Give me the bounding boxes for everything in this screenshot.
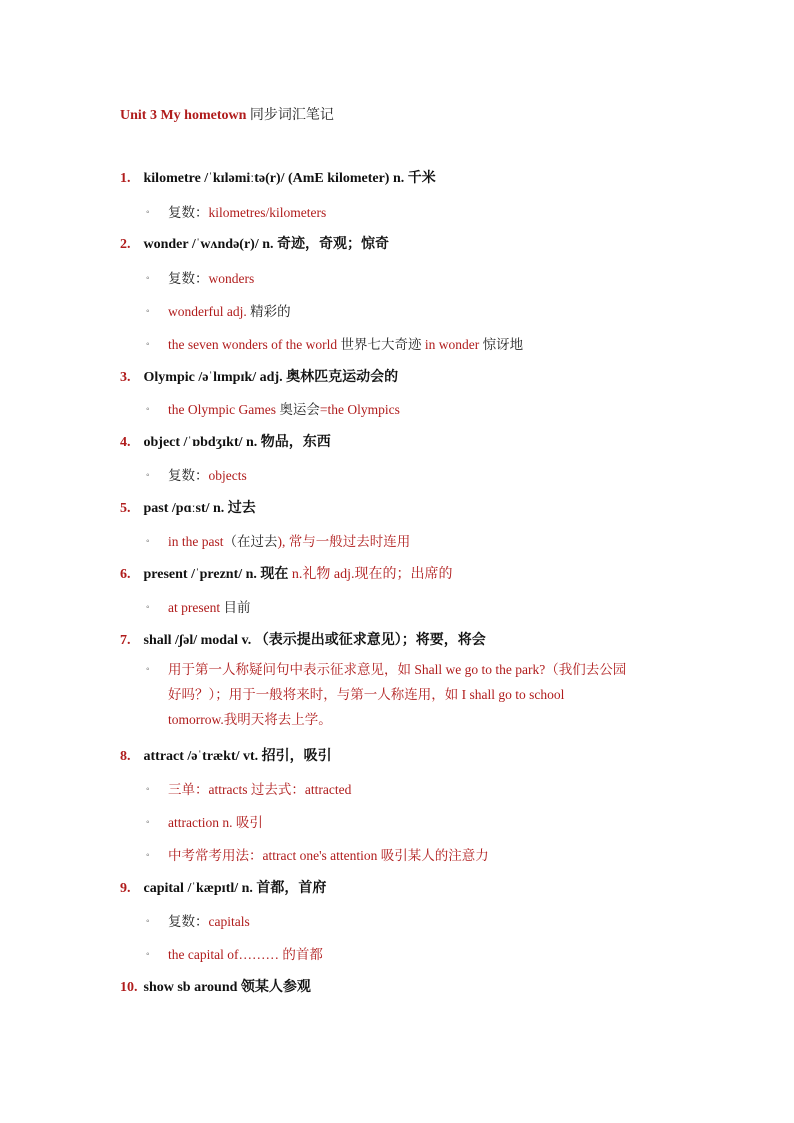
entry-headword: wonder /ˈwʌndə(r)/ n. 奇迹，奇观；惊奇 [143, 237, 390, 252]
entry-number: 3. [120, 370, 131, 385]
entry-number: 6. [120, 567, 131, 582]
entry-headword: present /ˈpreznt/ n. 现在 [143, 567, 289, 582]
entry-headword: object /ˈɒbdʒɪkt/ n. 物品，东西 [143, 435, 331, 450]
entry-headword: past /pɑːst/ n. 过去 [143, 501, 256, 516]
bullet-icon: ◦ [146, 273, 150, 284]
bullet-icon: ◦ [146, 949, 150, 960]
bullet-icon: ◦ [146, 817, 150, 828]
bullet-icon: ◦ [146, 470, 150, 481]
entry-note: ◦ 复数：kilometres/kilometers [146, 205, 327, 220]
entry-note: ◦ 中考常考用法：attract one's attention 吸引某人的注意力 [146, 848, 489, 863]
entry-number: 5. [120, 501, 131, 516]
entry-extra: n.礼物 adj.现在的；出席的 [288, 567, 453, 582]
entry-note-multiline: ◦ 用于第一人称疑问句中表示征求意见，如 Shall we go to the park?（我们去公园 好吗？）；用于一般将来时，与第一人称连用，如 I shall go to school tomorrow.我明天将去上学。 [146, 657, 706, 732]
entry-note: ◦ 三单：attracts 过去式：attracted [146, 782, 352, 797]
entry-number: 1. [120, 171, 131, 186]
entry-note: ◦ attraction n. 吸引 [146, 815, 263, 830]
entry-headword: capital /ˈkæpɪtl/ n. 首都，首府 [143, 881, 327, 896]
bullet-icon: ◦ [146, 916, 150, 927]
entry-note: ◦ at present 目前 [146, 600, 251, 615]
vocab-entry-10 [120, 976, 311, 996]
entry-note: ◦ the seven wonders of the world 世界七大奇迹 in wonder 惊讶地 [146, 337, 524, 352]
vocab-entry-2 [120, 233, 389, 253]
bullet-icon: ◦ [146, 850, 150, 861]
entry-note: ◦ the Olympic Games 奥运会=the Olympics [146, 402, 400, 417]
entry-headword: shall /ʃəl/ modal v. （表示提出或征求意见）；将要，将会 [143, 633, 486, 648]
entry-number: 8. [120, 749, 131, 764]
entry-note: ◦ 复数：capitals [146, 914, 250, 929]
entry-number: 2. [120, 237, 131, 252]
entry-note: ◦ 复数：wonders [146, 271, 255, 286]
vocab-entry-6 [120, 563, 453, 583]
entry-number: 10. [120, 980, 138, 995]
entry-number: 4. [120, 435, 131, 450]
vocab-entry-9 [120, 877, 326, 897]
bullet-icon: ◦ [146, 306, 150, 317]
entry-number: 9. [120, 881, 131, 896]
page-title [120, 104, 334, 124]
bullet-icon: ◦ [146, 207, 150, 218]
entry-headword: kilometre /ˈkɪləmiːtə(r)/ (AmE kilometer) n. 千米 [143, 171, 436, 186]
bullet-icon: ◦ [146, 784, 150, 795]
entry-note: ◦ in the past（在过去), 常与一般过去时连用 [146, 534, 411, 549]
title-chinese: 同步词汇笔记 [246, 108, 334, 123]
entry-note: ◦ the capital of……… 的首都 [146, 947, 323, 962]
vocab-entry-1 [120, 167, 436, 187]
bullet-icon: ◦ [146, 404, 150, 415]
entry-note: ◦ 复数：objects [146, 468, 247, 483]
entry-headword: attract /əˈtrækt/ vt. 招引，吸引 [143, 749, 332, 764]
bullet-icon: ◦ [146, 602, 150, 613]
vocab-entry-5 [120, 497, 256, 517]
entry-headword: Olympic /əˈlɪmpɪk/ adj. 奥林匹克运动会的 [143, 370, 399, 385]
bullet-icon: ◦ [146, 664, 150, 675]
entry-number: 7. [120, 633, 131, 648]
title-english: Unit 3 My hometown [120, 108, 247, 123]
vocab-entry-7 [120, 629, 486, 649]
bullet-icon: ◦ [146, 339, 150, 350]
entry-headword: show sb around 领某人参观 [143, 980, 311, 995]
vocab-entry-8 [120, 745, 332, 765]
vocab-entry-4 [120, 431, 331, 451]
entry-note: ◦ wonderful adj. 精彩的 [146, 304, 291, 319]
vocab-entry-3 [120, 366, 398, 386]
bullet-icon: ◦ [146, 536, 150, 547]
